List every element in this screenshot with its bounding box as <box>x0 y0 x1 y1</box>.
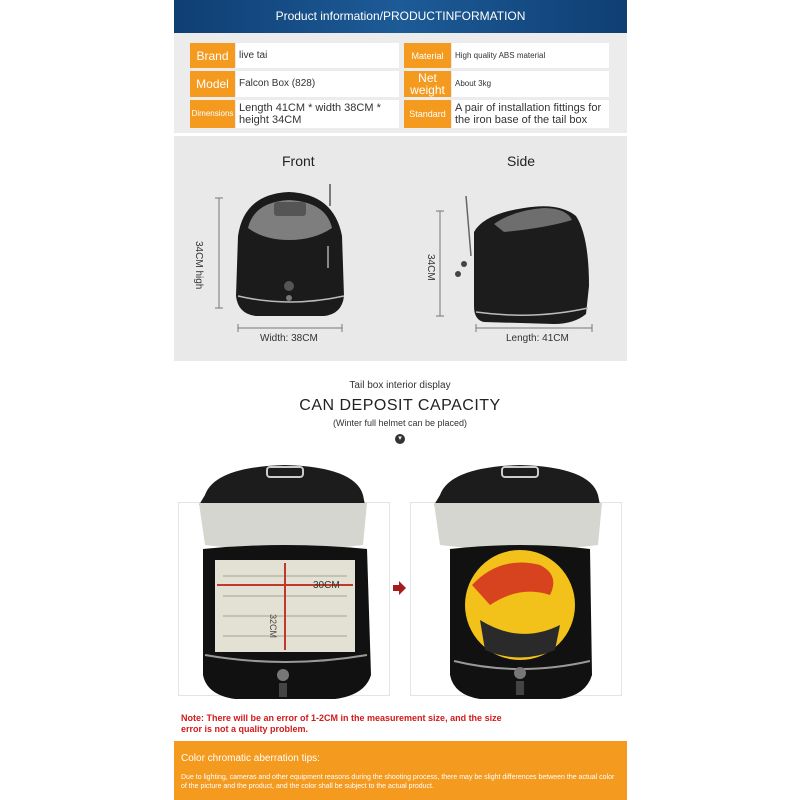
dimensions-value: Length 41CM * width 38CM * height 34CM <box>236 100 399 128</box>
section-header: Product information/PRODUCTINFORMATION <box>174 0 627 33</box>
front-view-title: Front <box>282 153 315 169</box>
standard-label: Standard <box>404 100 451 128</box>
measurement-note: Note: There will be an error of 1-2CM in the measurement size, and the size error is not a quality problem. <box>181 713 502 734</box>
arrow-right-icon <box>393 581 407 595</box>
front-width-label: Width: 38CM <box>260 333 318 344</box>
interior-subtitle: (Winter full helmet can be placed) <box>332 418 468 428</box>
color-tips-title: Color chromatic aberration tips: <box>181 753 320 764</box>
depth-measure-label: 32CM <box>268 614 278 639</box>
weight-value: About 3kg <box>452 71 609 97</box>
front-box-image <box>236 184 344 316</box>
material-label: Material <box>404 43 451 68</box>
color-tips-footer <box>174 741 627 800</box>
weight-label: Net weight <box>404 71 451 97</box>
brand-value: live tai <box>236 43 399 68</box>
front-height-label: 34CM high <box>193 241 204 290</box>
side-height-label: 34CM <box>425 254 436 281</box>
product-info-table <box>174 33 627 133</box>
product-views-drawing <box>174 136 627 361</box>
product-views-section <box>174 136 627 361</box>
empty-interior-drawing <box>175 455 395 715</box>
model-value: Falcon Box (828) <box>236 71 399 97</box>
dimensions-label: Dimensions <box>190 100 235 128</box>
brand-label: Brand <box>190 43 235 68</box>
side-length-label: Length: 41CM <box>506 333 569 344</box>
chevron-down-icon: ▾ <box>395 434 405 444</box>
interior-small-title: Tail box interior display <box>349 380 451 391</box>
helmet-interior-drawing <box>410 455 630 715</box>
model-label: Model <box>190 71 235 97</box>
color-tips-text: Due to lighting, cameras and other equipment reasons during the shooting process, there may be slight differences between the actual color of the picture and the product, and the color shall be subject to the actual product. <box>181 774 615 790</box>
side-view-title: Side <box>507 153 536 169</box>
side-box-image <box>455 196 589 324</box>
interior-big-title: CAN DEPOSIT CAPACITY <box>299 397 501 414</box>
standard-value: A pair of installation fittings for the iron base of the tail box <box>452 100 609 128</box>
material-value: High quality ABS material <box>452 43 609 68</box>
width-measure-label: 30CM <box>313 580 340 591</box>
